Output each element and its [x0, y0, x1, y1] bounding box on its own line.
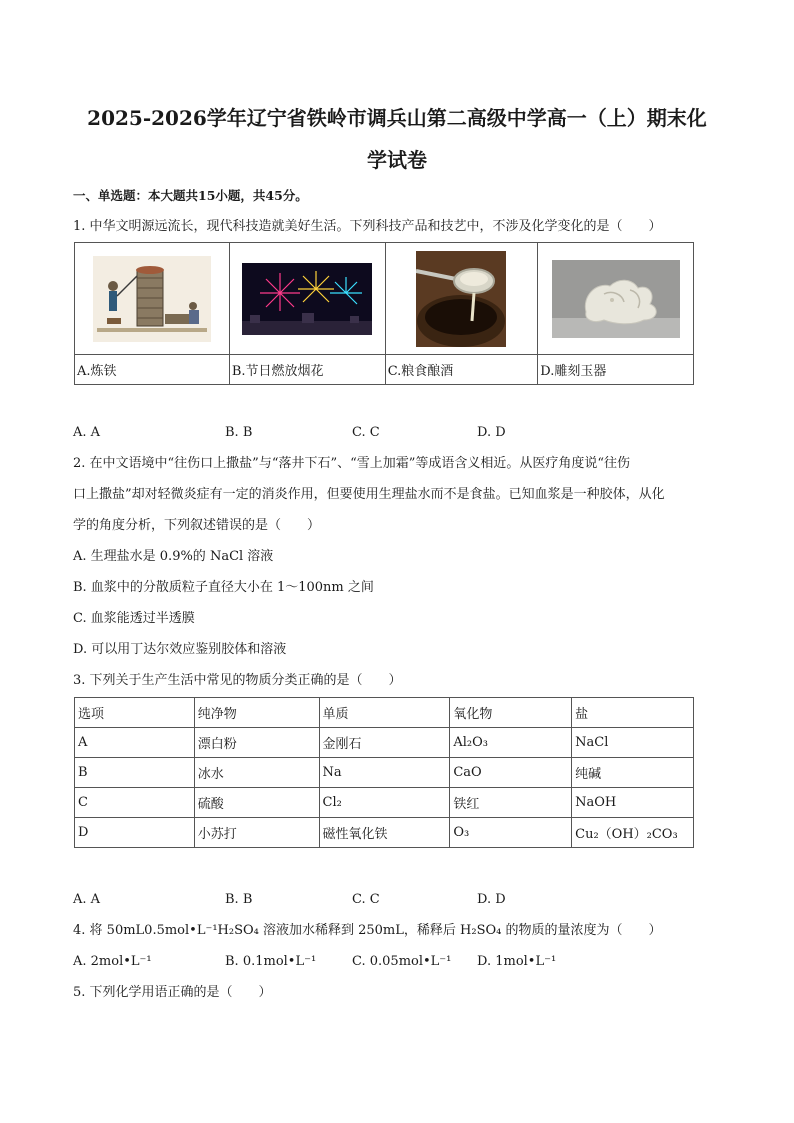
- table-cell: CaO: [450, 758, 572, 788]
- wine-brewing-photo-icon: [416, 251, 506, 347]
- table-cell: 小苏打: [194, 818, 319, 848]
- table-cell: Al₂O₃: [450, 728, 572, 758]
- table-cell: 铁红: [450, 788, 572, 818]
- q1-caption-d: D.雕刻玉器: [538, 355, 694, 385]
- table-cell: NaOH: [572, 788, 694, 818]
- q1-image-cell-a: [75, 243, 230, 355]
- table-header-cell: 氧化物: [450, 698, 572, 728]
- table-header-cell: 盐: [572, 698, 694, 728]
- q1-image-cell-c: [385, 243, 538, 355]
- q1-caption-a: A.炼铁: [75, 355, 230, 385]
- table-header-cell: 单质: [319, 698, 450, 728]
- table-header-cell: 纯净物: [194, 698, 319, 728]
- fireworks-photo-icon: [242, 263, 372, 335]
- q1-image-cell-b: [229, 243, 385, 355]
- table-row: [75, 818, 694, 848]
- table-row: [75, 758, 694, 788]
- exam-title-line2: 学试卷: [367, 148, 427, 172]
- iron-smelting-illustration-icon: [93, 256, 211, 342]
- q4-option-c[interactable]: C. 0.05mol•L⁻¹: [352, 954, 452, 969]
- q4-option-d[interactable]: D. 1mol•L⁻¹: [477, 954, 557, 969]
- q1-option-a[interactable]: A. A: [73, 425, 101, 440]
- q1-image-cell-d: [538, 243, 694, 355]
- q3-option-d[interactable]: D. D: [477, 892, 506, 907]
- jade-carving-photo-icon: [552, 260, 680, 338]
- q1-option-c[interactable]: C. C: [352, 425, 380, 440]
- table-header-cell: 选项: [75, 698, 195, 728]
- table-cell: O₃: [450, 818, 572, 848]
- q1-image-table: [74, 242, 694, 385]
- q4-option-a[interactable]: A. 2mol•L⁻¹: [73, 954, 152, 969]
- table-cell: B: [75, 758, 195, 788]
- q3-classification-table: [74, 697, 694, 848]
- table-cell: 金刚石: [319, 728, 450, 758]
- table-cell: C: [75, 788, 195, 818]
- table-row: [75, 728, 694, 758]
- q2-option-d[interactable]: D. 可以用丁达尔效应鉴别胶体和溶液: [73, 642, 287, 657]
- table-cell: 磁性氧化铁: [319, 818, 450, 848]
- q1-option-d[interactable]: D. D: [477, 425, 506, 440]
- table-cell: A: [75, 728, 195, 758]
- q2-stem-line2: 口上撒盐”却对轻微炎症有一定的消炎作用，但要使用生理盐水而不是食盐。已知血浆是一种胶体，从化: [73, 487, 665, 502]
- q3-option-b[interactable]: B. B: [225, 892, 253, 907]
- q2-option-c[interactable]: C. 血浆能透过半透膜: [73, 611, 195, 626]
- table-cell: 硫酸: [194, 788, 319, 818]
- q4-stem: 4. 将 50mL0.5mol•L⁻¹H₂SO₄ 溶液加水稀释到 250mL，稀释后 H₂SO₄ 的物质的量浓度为（ ）: [73, 923, 662, 938]
- q2-stem-line3: 学的角度分析，下列叙述错误的是（ ）: [73, 518, 321, 533]
- table-cell: Na: [319, 758, 450, 788]
- table-cell: Cu₂（OH）₂CO₃: [572, 818, 694, 848]
- q3-option-a[interactable]: A. A: [73, 892, 101, 907]
- q2-option-a[interactable]: A. 生理盐水是 0.9%的 NaCl 溶液: [73, 549, 274, 564]
- q1-caption-c: C.粮食酿酒: [385, 355, 538, 385]
- q3-stem: 3. 下列关于生产生活中常见的物质分类正确的是（ ）: [73, 673, 402, 688]
- table-header-row: [75, 698, 694, 728]
- section-heading: 一、单选题：本大题共15小题，共45分。: [73, 188, 308, 203]
- q1-caption-b: B.节日燃放烟花: [229, 355, 385, 385]
- table-cell: Cl₂: [319, 788, 450, 818]
- q2-option-b[interactable]: B. 血浆中的分散质粒子直径大小在 1～100nm 之间: [73, 580, 374, 595]
- q2-stem-line1: 2. 在中文语境中“往伤口上撒盐”与“落井下石”、“雪上加霜”等成语含义相近。从医疗角度说“往伤: [73, 456, 631, 471]
- table-cell: 冰水: [194, 758, 319, 788]
- table-cell: D: [75, 818, 195, 848]
- table-row: [75, 788, 694, 818]
- q4-option-b[interactable]: B. 0.1mol•L⁻¹: [225, 954, 317, 969]
- table-cell: NaCl: [572, 728, 694, 758]
- q1-stem: 1. 中华文明源远流长，现代科技造就美好生活。下列科技产品和技艺中，不涉及化学变化的是（ ）: [73, 219, 662, 234]
- table-cell: 漂白粉: [194, 728, 319, 758]
- table-cell: 纯碱: [572, 758, 694, 788]
- q5-stem: 5. 下列化学用语正确的是（ ）: [73, 985, 272, 1000]
- q3-option-c[interactable]: C. C: [352, 892, 380, 907]
- q1-option-b[interactable]: B. B: [225, 425, 253, 440]
- exam-title-line1: 2025-2026学年辽宁省铁岭市调兵山第二高级中学高一（上）期末化: [87, 106, 707, 130]
